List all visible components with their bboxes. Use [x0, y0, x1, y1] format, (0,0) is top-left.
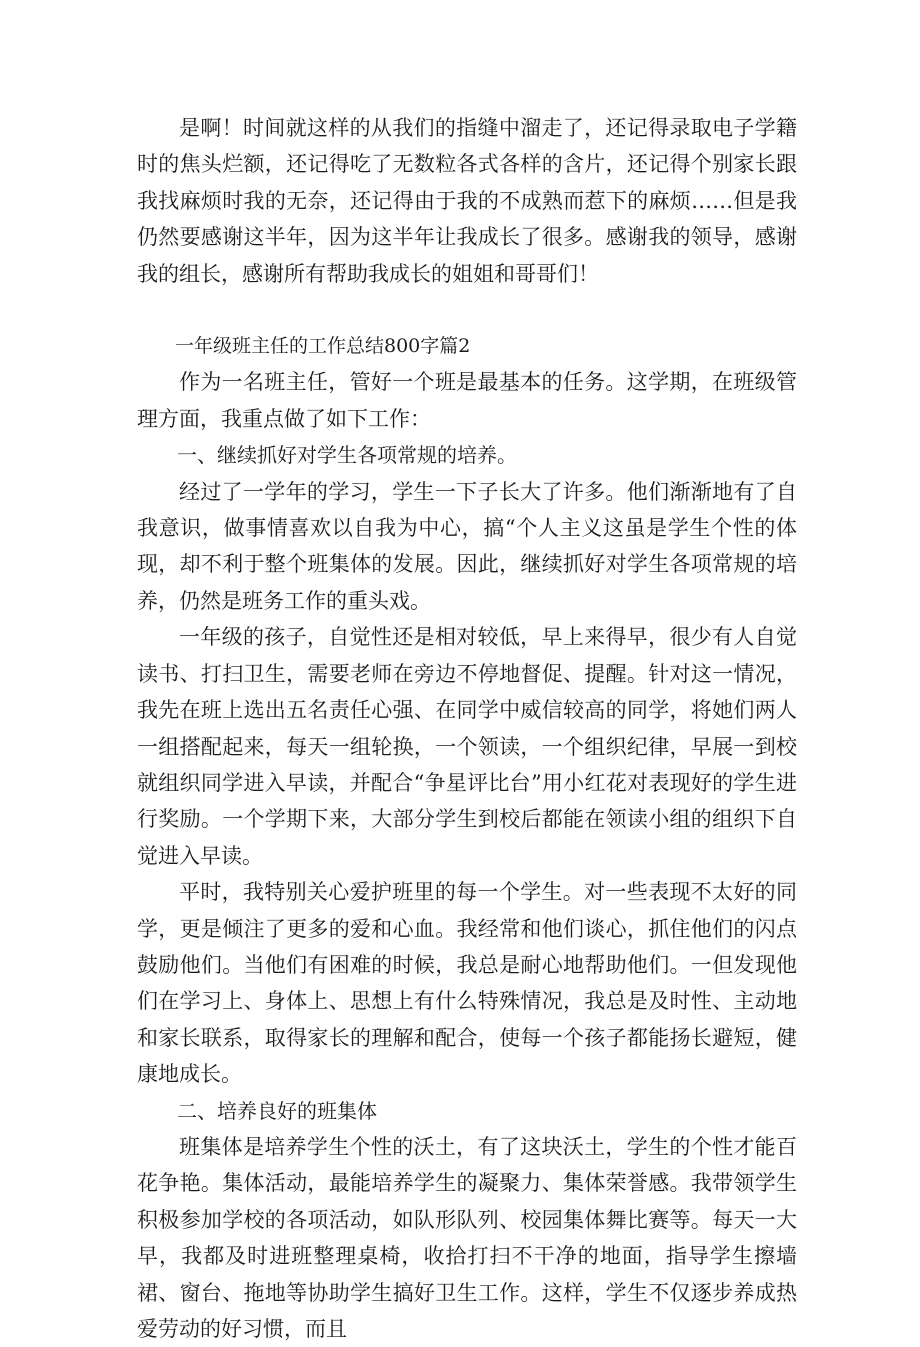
paragraph-morning-reading: 一年级的孩子，自觉性还是相对较低，早上来得早，很少有人自觉读书、打扫卫生，需要老师在旁边不停地督促、提醒。针对这一情况，我先在班上选出五名责任心强、在同学中威信较高的同学，将她们两人一组搭配起来，每天一组轮换，一个领读，一个组织纪律，早展一到校就组织同学进入早读，并配合“争星评比台”用小红花对表现好的学生进行奖励。一个学期下来，大部分学生到校后都能在领读小组的组织下自觉进入早读。: [137, 625, 797, 868]
paragraph-caring: 平时，我特别关心爱护班里的每一个学生。对一些表现不太好的同学，更是倾注了更多的爱和心血。我经常和他们谈心，抓住他们的闪点鼓励他们。当他们有困难的时候，我总是耐心地帮助他们。一但发现他们在学习上、身体上、思想上有什么特殊情况，我总是及时性、主动地和家长联系，取得家长的理解和配合，使每一个孩子都能扬长避短，健康地成长。: [137, 880, 797, 1087]
paragraph-self-awareness: 经过了一学年的学习，学生一下子长大了许多。他们渐渐地有了自我意识，做事情喜欢以自我为中心，搞“个人主义这虽是学生个性的体现，却不利于整个班集体的发展。因此，继续抓好对学生各项常规的培养，仍然是班务工作的重头戏。: [137, 479, 797, 613]
paragraph-class-collective: 班集体是培养学生个性的沃土，有了这块沃土，学生的个性才能百花争艳。集体活动，最能培养学生的凝聚力、集体荣誉感。我带领学生积极参加学校的各项活动，如队形队列、校园集体舞比赛等。每天一大早，我都及时进班整理桌椅，收拾打扫不干净的地面，指导学生擦墙裙、窗台、拖地等协助学生搞好卫生工作。这样，学生不仅逐步养成热爱劳动的好习惯，而且: [137, 1134, 797, 1341]
paragraph-intro: 作为一名班主任，管好一个班是最基本的任务。这学期，在班级管理方面，我重点做了如下工作：: [137, 370, 797, 431]
document-body: [137, 110, 797, 1347]
section-heading-2: 二、培养良好的班集体: [177, 1098, 377, 1123]
paragraph-gratitude: 是啊！时间就这样的从我们的指缝中溜走了，还记得录取电子学籍时的焦头烂额，还记得吃了无数粒各式各样的含片，还记得个别家长跟我找麻烦时我的无奈，还记得由于我的不成熟而惹下的麻烦……但是我仍然要感谢这半年，因为这半年让我成长了很多。感谢我的领导，感谢我的组长，感谢所有帮助我成长的姐姐和哥哥们！: [137, 116, 797, 286]
article-heading: 一年级班主任的工作总结800字篇2: [175, 335, 471, 358]
section-heading-1: 一、继续抓好对学生各项常规的培养。: [177, 443, 517, 468]
